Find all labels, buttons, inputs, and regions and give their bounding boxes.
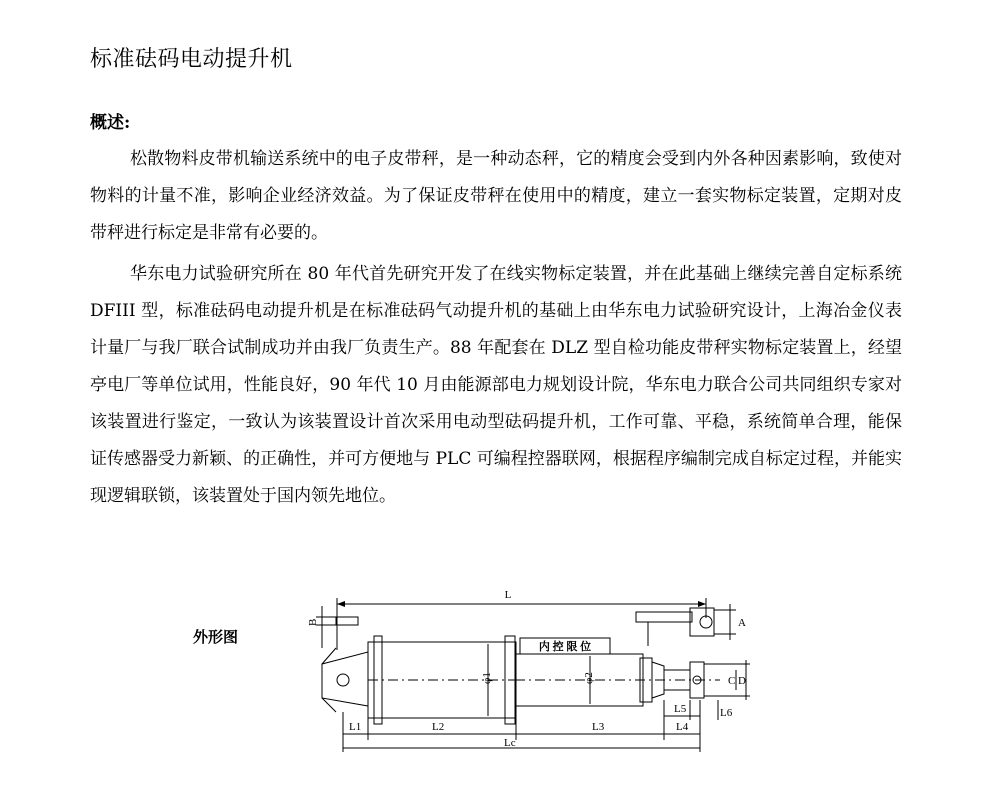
dim-label-Lc: Lc (504, 737, 516, 749)
right-clevis (690, 608, 714, 636)
dim-label-L2: L2 (432, 721, 445, 733)
dim-label-L4: L4 (676, 721, 689, 733)
page-title: 标准砝码电动提升机 (90, 47, 293, 72)
section-heading-overview: 概述: (90, 113, 131, 133)
dim-label-L3: L3 (592, 721, 605, 733)
dim-label-L1: L1 (349, 721, 362, 733)
dim-label-L6: L6 (720, 707, 733, 719)
paragraph-2: 华东电力试验研究所在 80 年代首先研究开发了在线实物标定装置，并在此基础上继续完善自定标系统 DFIII 型，标准砝码电动提升机是在标准砝码气动提升机的基础上由华东电力试验研究设计，上海冶金仪表计量厂与我厂联合试制成功并由我厂负责生产。88 年配套在 DLZ 型自检功能皮带秤实物标定装置上，经望亭电厂等单位试用，性能良好，90 年代 10 月由能源部电力规划设计院，华东电力联合公司共同组织专家对该装置进行鉴定，一致认为该装置设计首次采用电动型砝码提升机，工作可靠、平稳，系统简单合理，能保证传感器受力新颖、的正确性，并可方便地与 PLC 可编程控器联网，根据程序编制完成自标定过程，并能实现逻辑联锁，该装置处于国内领先地位。 (90, 264, 902, 506)
left-lug (336, 617, 358, 625)
dim-label-L5: L5 (674, 703, 687, 715)
dim-label-A: A (738, 617, 746, 629)
limit-plate-text: 内 控 限 位 (538, 641, 592, 653)
figure-label: 外形图 (193, 628, 239, 646)
dim-label-B: B (307, 618, 319, 626)
dim-label-phi1: φ1 (481, 672, 493, 684)
paragraph-1: 松散物料皮带机输送系统中的电子皮带秤，是一种动态秤，它的精度会受到内外各种因素影响，致使对物料的计量不准，影响企业经济效益。为了保证皮带秤在使用中的精度，建立一套实物标定装置，定期对皮带秤进行标定是非常有必要的。 (90, 149, 902, 243)
dim-label-D: D (738, 675, 746, 687)
dim-label-phi2: φ2 (583, 672, 595, 684)
dim-label-C: C (728, 675, 736, 687)
left-bracket (322, 652, 368, 706)
dim-label-L: L (504, 589, 512, 601)
left-pin (337, 674, 349, 686)
